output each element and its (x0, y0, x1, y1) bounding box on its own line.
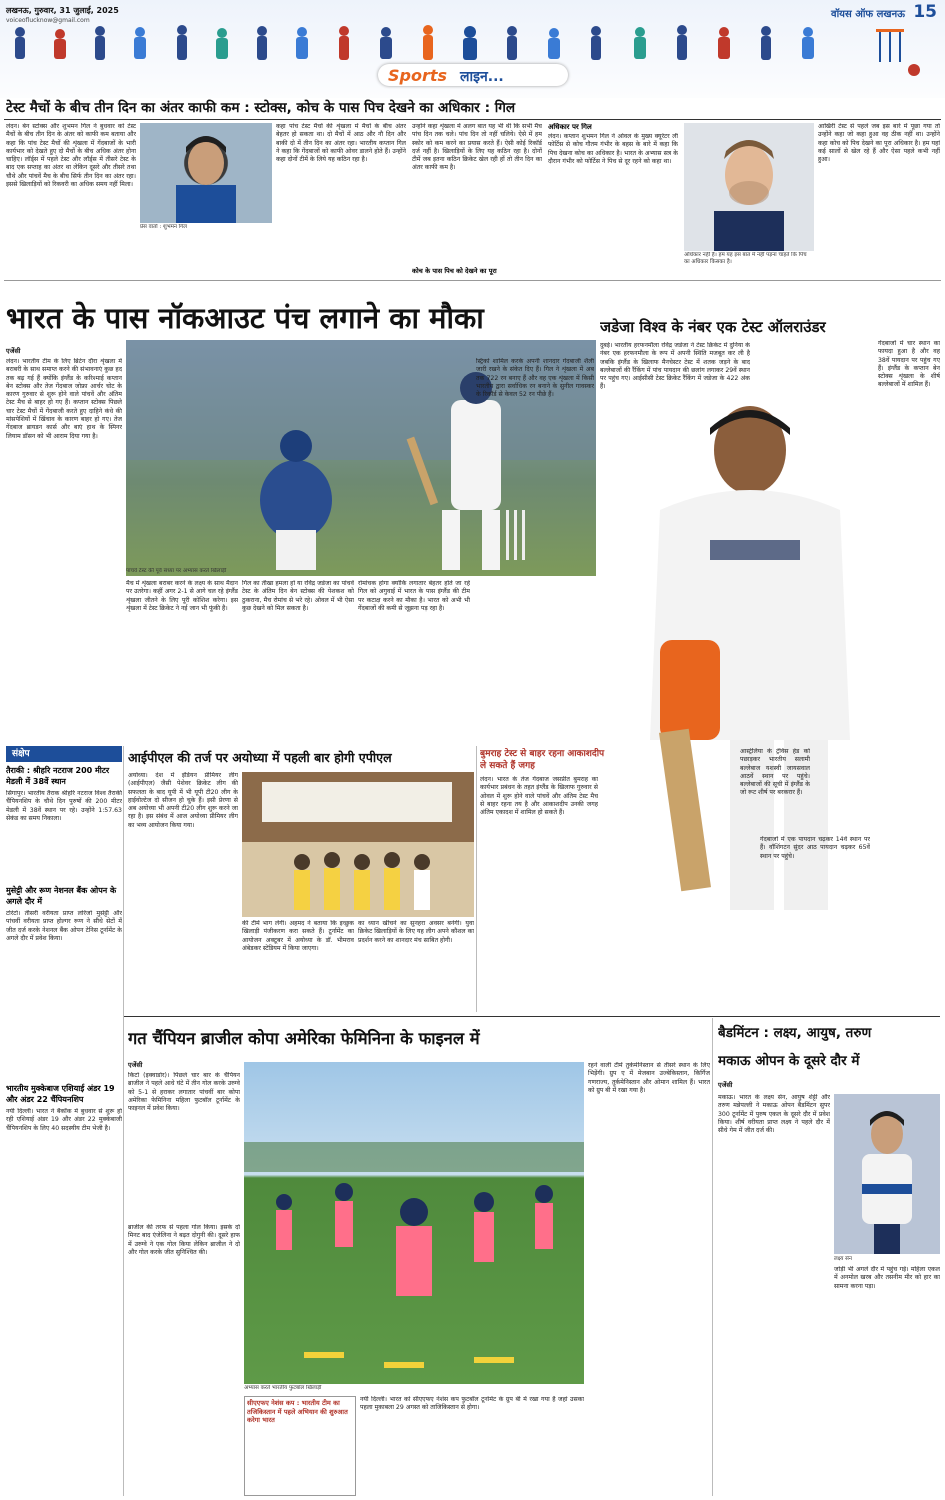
lead-col4: लंदन। कप्तान शुभमन गिल ने ओवल के मुख्य क्यूरेटर ली फोर्टिस से कोच गौतम गंभीर के बहस के बारे में कहा कि पिच देखना कोच का अधिकार है। भारत के अभ्यास सत्र के दौरान गंभीर को फोर्टिस ने पिच से दूर रहने को कहा था। (548, 133, 678, 165)
india-photo-caption: पांचवें टेस्ट की पूर्व संध्या पर अभ्यास करते खिलाड़ी (126, 568, 227, 574)
badminton-caption: लक्ष्य सेन (834, 1256, 852, 1262)
india-col3: गिल का तीखा हमला हो या रविंद्र जडेजा का पांचवें टेस्ट के अंतिम दिन बेन स्टोक्स की पेशकश को ठुकराना, मैच रोमांच से भरे रहे। ओवल में भी ऐसा कुछ देखने को मिल सकता है। (242, 580, 354, 612)
football-col1: किटो (इक्वाडोर)। पिछले चार बार के चैंपियन ब्राजील ने पहले आधे घंटे में तीन गोल करके उरुग्वे को 5-1 से हराकर लगातार पांचवीं बार कोपा अमेरिका फेमिनिना महिला फुटबॉल टूर्नामेंट के फाइनल में प्रवेश किया। (128, 1072, 240, 1113)
football-box-title: सीएएफए नेशंस कप : भारतीय टीम का तजिकिस्तान में पहले अभियान की शुरुआत करेगा भारत (247, 1399, 348, 1424)
brief-label: संक्षेप (6, 746, 122, 762)
brief-h2: मुसेट्टी और रूण नेशनल बैंक ओपन के अगले दौर में (6, 886, 117, 906)
badminton-photo (834, 1094, 940, 1254)
india-col4: रोमांचक होगा क्योंकि लगातार बेहतर होते जा रहे गिल को अगुवाई में भारत के पास इंग्लैंड की टीम पर कटाक्ष करने का मौका है। भारत को अभी भी गेंदबाजों की कमी से जूझना पड़ रहा है। (358, 580, 470, 612)
stokes-photo (684, 123, 814, 251)
badminton-byline: एजेंसी (718, 1081, 733, 1089)
lead-headline: टेस्ट मैचों के बीच तीन दिन का अंतर काफी कम : स्टोक्स, कोच के पास पिच देखने का अधिकार : गिल (6, 100, 516, 116)
badminton-headline-1: बैडमिंटन : लक्ष्य, आयुष, तरुण (718, 1025, 872, 1041)
india-col2: मैच में शृंखला बराबर करने के लक्ष्य के साथ मैदान पर उतरेगा। कहीं अगर 2-1 से आगे चल रहे इंग्लैंड शृंखला जीतने के लिए पूरी कोशिश करेगा। इस शृंखला में टेस्ट क्रिकेट ने नई जान भी फूंकी है। (126, 580, 238, 612)
paper-name: वॉयस ऑफ लखनऊ (831, 9, 905, 20)
football-box (244, 1396, 356, 1496)
badminton-text2: जोड़ी भी अगले दौर में पहुंच गई। महिला एकल में अनमोल खरब और तसनीम मीर को हार का सामना करना पड़ा। (834, 1266, 940, 1290)
football-col4: रहने वाली टीमें तुर्कमेनिस्तान से तीसरे स्थान के लिए भिड़ेंगी। ग्रुप ए में मेजबान उज्बेकिस्तान, किर्गिज गणराज्य, तुर्कमेनिस्तान और ओमान शामिल हैं। भारत को ग्रुप बी में रखा गया है। (588, 1062, 710, 1094)
dateline: लखनऊ, गुरुवार, 31 जुलाई, 2025 (6, 6, 119, 15)
athletes-banner (0, 22, 945, 66)
football-photo (244, 1062, 584, 1384)
gill-caption: प्रेस वार्ता : शुभमन गिल (140, 224, 187, 230)
jadeja-right: गेंदबाजों में चार स्थान का फायदा हुआ है और वह 38वें पायदान पर पहुंच गए हैं। इंग्लैंड के कप्तान बेन स्टोक्स शृंखला के शीर्ष बल्लेबाजों में शामिल हैं। (878, 340, 940, 389)
lead-col1: लंदन। बेन स्टोक्स और शुभमन गिल ने बुधवार को टेस्ट मैचों के बीच तीन दिन के अंतर को काफी कम बताया और कहा कि पांच टेस्ट मैचों की शृंखला में गेंदबाजों के भारी कार्यभार को देखते हुए दो मैचों के बीच अधिक अंतर होना चाहिए। लॉर्ड्स में पहले टेस्ट और लॉर्ड्स में तीसरे टेस्ट के बाद एक सप्ताह का अंतर था लेकिन दूसरे और तीसरे तथा चौथे और पांचवें मैच के बीच सिर्फ तीन दिन का अंतर रहा। इससे खिलाड़ियों को रिकवरी का अधिक समय नहीं मिला। (6, 123, 136, 189)
football-photo-caption: अभ्यास करते भारतीय फुटबॉल खिलाड़ी (244, 1385, 322, 1391)
ipl-text: अयोध्या। देश में इंडियन प्रीमियर लीग (आईपीएल) जैसी पेशेवर क्रिकेट लीग की सफलता के बाद यूपी में भी यूपी टी20 लीग के हाईवोल्टेज दो सीजन हो चुके हैं। इसी प्रेरणा से अब अयोध्या भी अपनी टी20 लीग शुरू करने जा रहा है। इस संबंध में आज अयोध्या प्रीमियर लीग का भव्य आयोजन किया गया। (128, 772, 238, 829)
brief-t2: टोरंटो। तीसरी वरीयता प्राप्त लोरेंजो मुसेट्टी और पांचवीं वरीयता प्राप्त होल्गर रूण ने सीधे सेटों में जीत दर्ज करके नेशनल बैंक ओपन टेनिस टूर्नामेंट के अगले दौर में प्रवेश किया। (6, 910, 122, 942)
brief-h1: तैराकी : श्रीहरि नटराज 200 मीटर मेडली में 38वें स्थान (6, 766, 110, 786)
football-headline: गत चैंपियन ब्राजील कोपा अमेरिका फेमिनिना के फाइनल में (128, 1029, 480, 1048)
page-number: 15 (913, 2, 937, 22)
lead-col2: कहा पांच टेस्ट मैचों की शृंखला में मैचों के बीच अंतर बेहतर हो सकता था। दो मैचों में आठ और नौ दिन और बाकी दो में तीन दिन का अंतर रहा। भारतीय कप्तान गिल ने कहा कि गेंदबाजों को काफी ओवर डालने होते हैं। उन्होंने कहा दोनों टीमें के लिये यह कठिन रहा है। (276, 123, 406, 164)
ipl-headline: आईपीएल की तर्ज पर अयोध्या में पहली बार होगी एपीएल (128, 750, 392, 765)
india-headline: भारत के पास नॉकआउट पंच लगाने का मौका (6, 301, 484, 335)
section-title (378, 64, 568, 86)
ipl-text3: का ध्यान खींचने का सुनहरा अवसर बनेगी। युवा क्रिकेट खिलाड़ियों के लिए यह लीग अपने कौशल का प्रदर्शन करने का शानदार मंच साबित होगी। (358, 920, 474, 944)
jadeja-lower-left: आस्ट्रेलिया के ट्रेविस हेड को पछाड़कर भारतीय सलामी बल्लेबाज यशस्वी जायसवाल आठवें स्थान पर पहुंचे। बल्लेबाजों की सूची में इंग्लैंड के जो रूट शीर्ष पर बरकरार हैं। (740, 748, 810, 797)
jadeja-lower-right: गेंदबाजों में एक पायदान चढ़कर 14वें स्थान पर हैं। वॉशिंगटन सुंदर आठ पायदान चढ़कर 65वें स्थान पर पहुंचे। (760, 836, 870, 860)
football-byline: एजेंसी (128, 1061, 143, 1069)
badminton-text: मकाऊ। भारत के लक्ष्य सेन, आयुष शेट्टी और तरुण मन्नेपल्ली ने मकाऊ ओपन बैडमिंटन सुपर 300 टूर्नामेंट में पुरुष एकल के दूसरे दौर में प्रवेश किया। शीर्ष वरीयता प्राप्त लक्ष्य ने पहले दौर में सीधे गेम में जीत दर्ज की। (718, 1094, 830, 1135)
jadeja-text: दुबई। भारतीय हरफनमौला रविंद्र जडेजा ने टेस्ट क्रिकेट में दुनिया के नंबर एक हरफनमौला के रूप में अपनी स्थिति मजबूत कर ली है जबकि इंग्लैंड के खिलाफ मैनचेस्टर टेस्ट में शतक जड़ने के बाद बल्लेबाजों की रैंकिंग में पांच पायदान की छलांग लगाकर 29वें स्थान पर पहुंच गए। आईसीसी टेस्ट क्रिकेट रैंकिंग में जडेजा के 422 अंक हैं। (600, 342, 750, 391)
section-title-hi: लाइन... (460, 69, 504, 85)
section-title-en: Sports (388, 66, 448, 85)
ipl-event-photo (242, 772, 474, 917)
email: voiceoflucknow@gmail.com (6, 17, 90, 24)
brief-t1: सिंगापुर। भारतीय तैराक श्रीहरि नटराज विश्व तैराकी चैंपियनशिप के चौथे दिन पुरुषों की 200 मीटर मेडली में 38वें स्थान पर रहे। उन्होंने 1:57.63 सेकंड का समय निकाला। (6, 790, 122, 822)
india-col1: लंदन। भारतीय टीम के लिए ब्रिटेन दौरा शृंखला में बराबरी के साथ समाप्त करने की संभावनाएं कुछ हद तक बढ़ गई हैं क्योंकि इंग्लैंड के करिश्माई कप्तान बेन स्टोक्स और तेज गेंदबाज जोफ्रा आर्चर चोट के कारण गुरुवार से शुरू होने वाले पांचवें और अंतिम टेस्ट मैच से बाहर हो गए हैं। कप्तान स्टोक्स पिछले चार टेस्ट मैचों में गेंदबाजी करते हुए दाहिने कंधे की मांसपेशियों में खिंचाव के कारण बाहर हो गए। तेज गेंदबाज ब्रायडन कार्स और बाएं हाथ के स्पिनर लियाम डॉसन को भी आराम दिया गया है। (6, 358, 122, 440)
lead-col5: आखिरी टेस्ट से पहले जब इस बारे में पूछा गया तो उन्होंने कहा जो कहा हुआ वह ठीक नहीं था। उन्होंने कहा कोच को पिच देखने का पूरा अधिकार है। हम यहां कई सालों से खेल रहे हैं और ऐसा पहले कभी नहीं हुआ। (818, 123, 940, 164)
india-byline: एजेंसी (6, 347, 21, 355)
stokes-caption: अधिकार नहीं है। हम यह इस बात में नहीं पड़ना चाहते कि पिच का अधिकार किसका है। (684, 252, 807, 265)
football-col2: ब्राजील की तरफ से पहला गोल किया। इसके दो मिनट बाद एंजेलिना ने बढ़त दोगुनी की। दूसरे हाफ में उरुग्वे ने एक गोल किया लेकिन ब्राजील ने दो और गोल करके जीत सुनिश्चित की। (128, 1224, 240, 1256)
cricket-ball-icon (908, 64, 920, 76)
lead-col3: उन्होंने कहा शृंखला में अलग बात यह भी थी कि सभी मैच पांच दिन तक चले। पांच दिन तो नहीं चलिये। ऐसे में हम स्कोर को कम करने का प्रयास करते हैं। ऐसी कोई रिकॉर्ड दर्ज नहीं है। खिलाड़ियों के लिए यह कठिन रहा है। दोनों टीमें जब इतना कठिन क्रिकेट खेल रही हों तो तीन दिन का अंतर काफी कम है। (412, 123, 542, 172)
brief-t3: नयी दिल्ली। भारत ने बैंकॉक में बुधवार से शुरू हो रही एशियाई अंडर 19 और अंडर 22 मुक्केबाजी चैंपियनशिप के लिए 40 सदस्यीय टीम भेजी है। (6, 1108, 122, 1132)
badminton-headline-2: मकाऊ ओपन के दूसरे दौर में (718, 1053, 860, 1069)
lead-col4-head: अधिकार पर गिल (548, 123, 592, 131)
bumrah-text: लंदन। भारत के तेज गेंदबाज जसप्रीत बुमराह का कार्यभार प्रबंधन के तहत इंग्लैंड के खिलाफ गुरुवार से ओवल में शुरू होने वाले पांचवें और अंतिम टेस्ट मैच से बाहर रहना तय है और आकाशदीप उनकी जगह अंतिम एकादश में शामिल हो सकते हैं। (480, 776, 598, 817)
india-col5: स्ट्रिको शामिल करके अपनी शानदार गेंदबाजी शैली जारी रखने के संकेत दिए हैं। गिल ने शृंखला में अब तक 722 रन बनाए हैं और वह एक शृंखला में किसी भारतीय द्वारा सर्वाधिक रन बनाने के सुनील गावस्कर के रिकॉर्ड से केवल 52 रन पीछे हैं। (476, 358, 594, 399)
brief-h3: भारतीय मुक्केबाज एशियाई अंडर 19 और अंडर 22 चैंपियनशिप (6, 1084, 115, 1104)
lead-bottom-line: कोच के पास पिच को देखने का पूरा (412, 267, 497, 275)
gill-photo (140, 123, 272, 223)
ipl-text2: की टीमें भाग लेंगी। अहमद ने बताया कि इच्छुक खिलाड़ी पंजीकरण करा सकते हैं। टूर्नामेंट का आयोजन अक्टूबर में अयोध्या के डॉ. भीमराव अंबेडकर स्टेडियम में किया जाएगा। (242, 920, 354, 952)
football-col3: नयी दिल्ली। भारत को सीएएफए नेशंस कप फुटबॉल टूर्नामेंट के ग्रुप बी में रखा गया है जहां उसका पहला मुकाबला 29 अगस्त को ताजिकिस्तान से होगा। (360, 1396, 584, 1412)
jadeja-headline: जडेजा विश्व के नंबर एक टेस्ट ऑलराउंडर (600, 318, 826, 336)
bumrah-headline: बुमराह टेस्ट से बाहर रहना आकाशदीप ले सकते हैं जगह (480, 749, 605, 771)
